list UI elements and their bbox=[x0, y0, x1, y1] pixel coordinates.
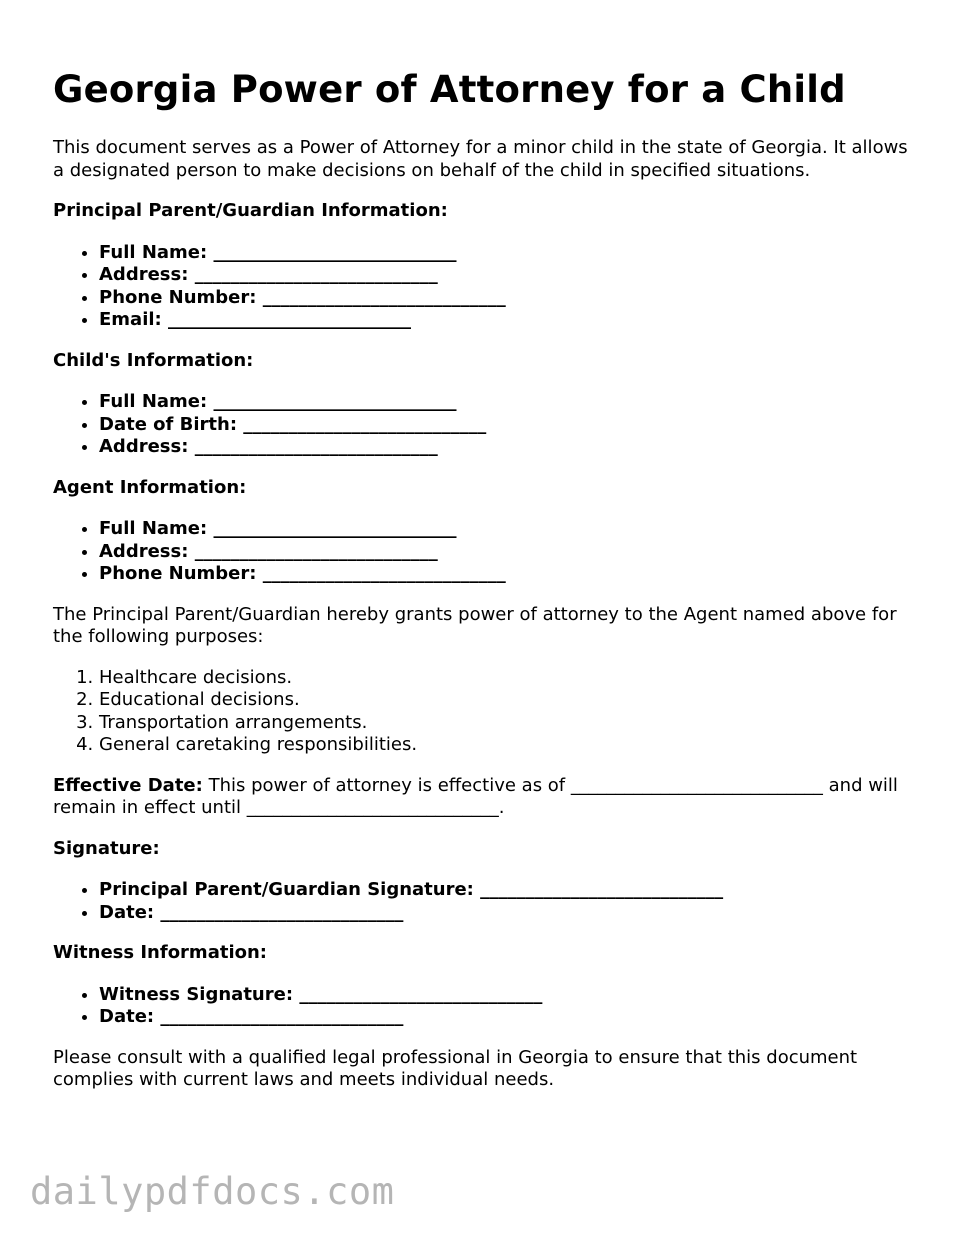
witness-heading: Witness Information: bbox=[53, 942, 267, 963]
purposes-list bbox=[53, 667, 923, 757]
disclaimer-paragraph: Please consult with a qualified legal professional in Georgia to ensure that this document complies with current laws and meets individual needs. bbox=[53, 1046, 858, 1090]
field-label: Full Name: bbox=[99, 241, 208, 263]
grant-paragraph: The Principal Parent/Guardian hereby grants power of attorney to the Agent named above for the following purposes: bbox=[53, 603, 897, 647]
list-item bbox=[99, 264, 923, 287]
principal-fields-list bbox=[53, 242, 923, 332]
effective-text-end: . bbox=[498, 797, 505, 818]
field-label: Address: bbox=[99, 540, 189, 562]
field-label: Address: bbox=[99, 264, 189, 285]
fill-in-blank: ___________________________ bbox=[262, 563, 506, 584]
purpose-item: 3. Transportation arrangements. bbox=[99, 712, 923, 735]
field-label: Phone Number: bbox=[99, 286, 257, 308]
field-label: Full Name: bbox=[99, 518, 208, 539]
fill-in-blank: ___________________________ bbox=[213, 241, 457, 263]
signature-heading: Signature: bbox=[53, 837, 160, 859]
list-item bbox=[99, 287, 923, 310]
fill-in-blank: ___________________________ bbox=[299, 983, 543, 1005]
child-heading: Child's Information: bbox=[53, 349, 254, 371]
fill-in-blank: ___________________________ bbox=[262, 286, 506, 308]
fill-in-blank: ____________________________ bbox=[246, 797, 499, 818]
purpose-item: 2. Educational decisions. bbox=[99, 689, 923, 712]
child-fields-list bbox=[53, 391, 923, 459]
list-item bbox=[99, 436, 923, 459]
field-label: Date: bbox=[99, 1006, 155, 1027]
list-item bbox=[99, 902, 923, 925]
fill-in-blank: ____________________________ bbox=[570, 774, 823, 796]
agent-fields-list bbox=[53, 518, 923, 586]
purpose-item: 1. Healthcare decisions. bbox=[99, 667, 923, 690]
watermark: dailypdfdocs.com bbox=[30, 1170, 395, 1213]
field-label: Address: bbox=[99, 436, 189, 457]
document-title: Georgia Power of Attorney for a Child bbox=[53, 68, 846, 111]
list-item bbox=[99, 1006, 923, 1029]
fill-in-blank: ___________________________ bbox=[160, 1006, 404, 1027]
field-label: Date of Birth: bbox=[99, 413, 238, 435]
effective-date-label: Effective Date: bbox=[53, 774, 203, 796]
list-item bbox=[99, 242, 923, 265]
field-label: Phone Number: bbox=[99, 563, 257, 584]
fill-in-blank: ___________________________ bbox=[480, 879, 724, 900]
list-item bbox=[99, 984, 923, 1007]
list-item bbox=[99, 541, 923, 564]
effective-date-paragraph bbox=[53, 775, 923, 820]
field-label: Principal Parent/Guardian Signature: bbox=[99, 879, 474, 900]
document-page bbox=[53, 62, 923, 1110]
agent-heading: Agent Information: bbox=[53, 476, 247, 498]
fill-in-blank: ___________________________ bbox=[213, 518, 457, 539]
principal-heading: Principal Parent/Guardian Information: bbox=[53, 200, 448, 221]
field-label: Email: bbox=[99, 309, 162, 330]
signature-fields-list bbox=[53, 879, 923, 924]
field-label: Date: bbox=[99, 901, 155, 923]
intro-paragraph: This document serves as a Power of Attorney for a minor child in the state of Georgia. It allows a designated person to make decisions on behalf of the child in specified situations. bbox=[53, 137, 908, 181]
effective-text-middle: and will remain in effect until bbox=[53, 774, 898, 818]
list-item bbox=[99, 518, 923, 541]
list-item bbox=[99, 391, 923, 414]
list-item bbox=[99, 414, 923, 437]
fill-in-blank: ___________________________ bbox=[194, 436, 438, 457]
list-item bbox=[99, 879, 923, 902]
list-item bbox=[99, 309, 923, 332]
fill-in-blank: ___________________________ bbox=[160, 901, 404, 923]
effective-text-before: This power of attorney is effective as of bbox=[208, 774, 566, 796]
fill-in-blank: ___________________________ bbox=[194, 264, 438, 285]
field-label: Full Name: bbox=[99, 391, 208, 412]
witness-fields-list bbox=[53, 984, 923, 1029]
fill-in-blank: ___________________________ bbox=[243, 413, 487, 435]
fill-in-blank: ___________________________ bbox=[168, 309, 412, 330]
purpose-item: 4. General caretaking responsibilities. bbox=[99, 734, 923, 757]
fill-in-blank: ___________________________ bbox=[194, 540, 438, 562]
field-label: Witness Signature: bbox=[99, 983, 294, 1005]
fill-in-blank: ___________________________ bbox=[213, 391, 457, 412]
list-item bbox=[99, 563, 923, 586]
